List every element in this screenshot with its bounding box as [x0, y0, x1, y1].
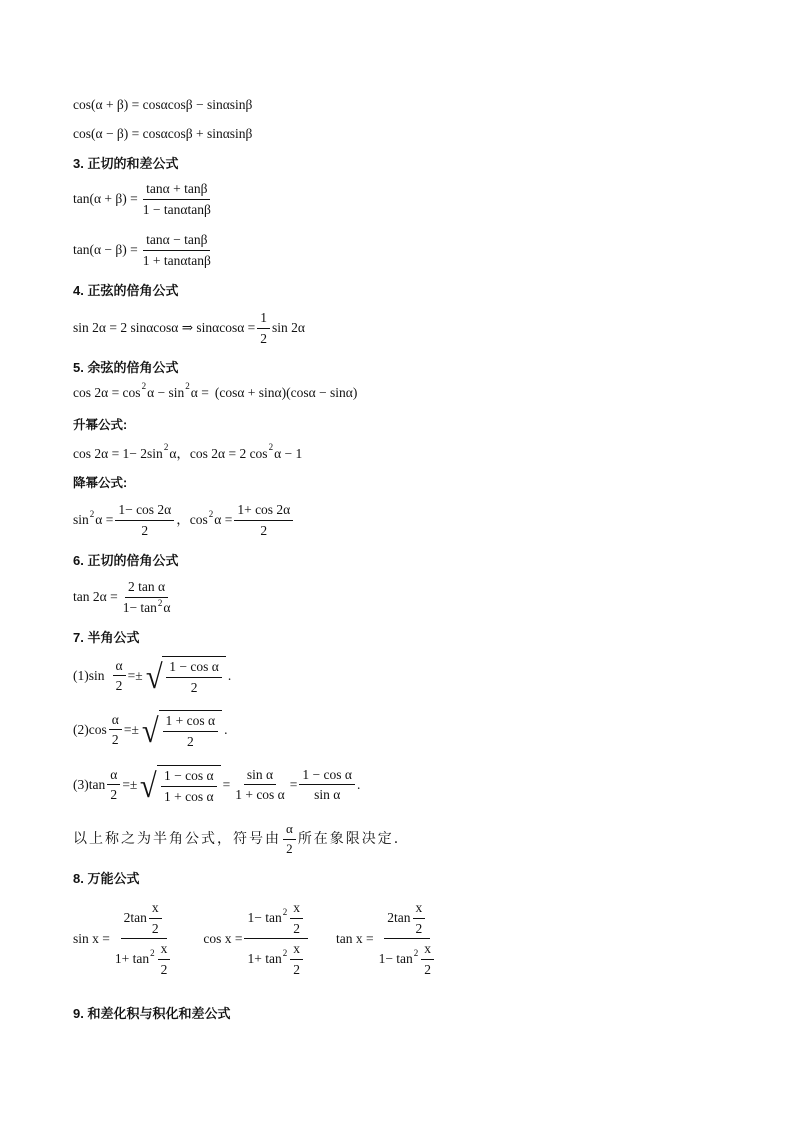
period: .: [227, 667, 232, 683]
tan-double-den-b: α: [163, 599, 171, 615]
half-cos-numerator: 1 + cos α: [163, 713, 219, 732]
sin-double-half: [257, 310, 270, 346]
jiangmi-part-d: α =: [214, 512, 233, 528]
two: 2: [115, 678, 123, 694]
x: x: [149, 900, 162, 919]
period: .: [356, 776, 361, 792]
formula-cos-diff: cos(α − β) = cosαcosβ + sinαsinβ: [73, 126, 253, 141]
formula-universal: [73, 900, 441, 977]
half-sin-denominator: 2: [190, 679, 198, 695]
half-tan-fraction-2: [232, 767, 288, 803]
plus-minus: =±: [122, 776, 138, 792]
universal-tan-fraction: [376, 900, 439, 977]
squared: 2: [150, 947, 155, 958]
two: 2: [111, 732, 119, 748]
sqrt-sign-icon: √: [145, 659, 163, 697]
half-numerator: 1: [257, 310, 270, 329]
formula-cos-double: [73, 381, 358, 400]
note-text-b: 所在象限决定.: [297, 831, 401, 848]
alpha: α: [283, 822, 296, 840]
heading-6: 6. 正切的倍角公式: [73, 553, 179, 568]
label-shengmi: 升幂公式:: [73, 418, 128, 432]
alpha: α: [113, 658, 126, 677]
tan-sum-lhs: tan(α + β) =: [73, 191, 138, 207]
formula-tan-double: [73, 579, 176, 615]
tan-double-numerator: 2 tan α: [125, 579, 168, 598]
heading-3: 3. 正切的和差公式: [73, 156, 179, 171]
two: 2: [293, 920, 300, 936]
half-tan-prefix: (3)tan: [73, 776, 106, 792]
two: 2: [424, 961, 432, 977]
jiangmi-denominator-2: 2: [260, 522, 268, 538]
one-minus-tan: 1− tan: [247, 910, 282, 926]
jiangmi-sup-1: 2: [89, 508, 95, 519]
two: 2: [151, 920, 159, 936]
jiangmi-part-c: ，cos: [176, 512, 208, 528]
two-tan: 2tan: [123, 910, 147, 926]
half-sin-alpha-over-2: [113, 658, 126, 694]
half-sin-prefix: (1)sin: [73, 667, 105, 683]
universal-tan-lhs: tan x =: [335, 930, 374, 946]
formula-tan-sum: [73, 181, 216, 217]
jiangmi-sup-2: 2: [208, 508, 214, 519]
note-alpha-over-2: [283, 822, 296, 857]
plus-minus: =±: [123, 721, 139, 737]
formula-half-tan: [73, 765, 360, 804]
two: 2: [160, 961, 168, 977]
half-tan-numerator-1: 1 − cos α: [161, 768, 217, 787]
cos-double-factored: (cosα + sinα)(cosα − sinα): [214, 385, 358, 400]
squared: 2: [413, 947, 419, 958]
two-tan: 2tan: [387, 910, 411, 926]
sin-double-left: sin 2α = 2 sinαcosα ⇒ sinαcosα =: [73, 320, 256, 336]
formula-sin-double: [73, 310, 305, 346]
half-cos-alpha-over-2: [109, 712, 122, 748]
formula-half-cos: [73, 710, 227, 749]
formula-cos-sum: cos(α + β) = cosαcosβ − sinαsinβ: [73, 97, 253, 112]
tan-double-fraction: [120, 579, 174, 615]
two: 2: [293, 961, 300, 977]
jiangmi-part-b: α =: [95, 512, 114, 528]
alpha: α: [109, 712, 122, 731]
cos-double-part-a: cos 2α = cos: [73, 385, 141, 400]
label-jiangmi: 降幂公式:: [73, 476, 128, 490]
jiangmi-fraction-2: [234, 502, 293, 538]
formula-half-sin: [73, 656, 231, 695]
heading-5: 5. 余弦的倍角公式: [73, 360, 179, 375]
half-tan-alpha-over-2: [107, 767, 120, 803]
half-denominator: 2: [260, 330, 268, 346]
half-angle-note: [73, 822, 400, 857]
x: x: [413, 900, 426, 919]
tan-double-den-sup: 2: [157, 597, 163, 608]
half-tan-fraction-3: [299, 767, 355, 803]
sqrt-sign-icon: √: [141, 713, 159, 751]
squared: 2: [282, 947, 288, 958]
plus-minus: =±: [127, 667, 143, 683]
x: x: [421, 941, 434, 960]
cos-double-sup-1: 2: [141, 381, 147, 392]
sqrt-sign-icon: √: [140, 768, 158, 806]
two: 2: [110, 787, 118, 803]
cos-double-part-b: α − sin: [147, 385, 185, 400]
half-sin-sqrt: [145, 656, 226, 695]
half-cos-denominator: 2: [186, 733, 194, 749]
one-plus-tan: 1+ tan: [114, 951, 150, 967]
tan-sum-fraction: [140, 181, 214, 217]
tan-diff-denominator: 1 + tanαtanβ: [142, 252, 211, 268]
two: 2: [415, 920, 423, 936]
tan-double-den-a: 1− tan: [122, 599, 157, 615]
two: 2: [286, 840, 293, 856]
cos-double-part-c: α =: [190, 385, 209, 400]
tan-diff-numerator: tanα − tanβ: [143, 232, 210, 251]
universal-sin-lhs: sin x =: [73, 930, 110, 946]
note-text-a: 以上称之为半角公式，符号由: [73, 831, 281, 848]
heading-7: 7. 半角公式: [73, 630, 140, 645]
x: x: [290, 900, 303, 919]
heading-9: 9. 和差化积与积化和差公式: [73, 1006, 231, 1021]
cos-double-sup-2: 2: [185, 381, 190, 392]
half-tan-denominator-2: 1 + cos α: [235, 787, 285, 803]
tan-double-lhs: tan 2α =: [73, 589, 118, 605]
shengmi-sup-2: 2: [268, 442, 274, 453]
equals-1: =: [222, 776, 231, 792]
heading-4: 4. 正弦的倍角公式: [73, 283, 179, 298]
half-cos-sqrt: [141, 710, 222, 749]
formula-jiangmi: [73, 502, 295, 538]
tan-sum-numerator: tanα + tanβ: [143, 181, 210, 200]
x: x: [158, 941, 171, 960]
universal-cos-lhs: cos x =: [203, 930, 243, 946]
shengmi-part-c: α − 1: [274, 446, 303, 461]
tan-sum-denominator: 1 − tanαtanβ: [142, 201, 211, 217]
half-tan-numerator-2: sin α: [244, 767, 276, 786]
formula-tan-diff: [73, 232, 216, 268]
one-minus-tan: 1− tan: [378, 951, 413, 967]
jiangmi-part-a: sin: [73, 512, 89, 528]
one-plus-tan: 1+ tan: [247, 951, 282, 967]
tan-double-denominator: [120, 598, 174, 616]
tan-diff-lhs: tan(α − β) =: [73, 242, 138, 258]
half-tan-denominator-3: sin α: [314, 787, 341, 803]
period: .: [224, 721, 228, 737]
jiangmi-numerator-2: 1+ cos 2α: [234, 502, 293, 521]
universal-cos-fraction: [244, 900, 307, 977]
shengmi-part-a: cos 2α = 1− 2sin: [73, 446, 163, 461]
heading-8: 8. 万能公式: [73, 871, 140, 886]
shengmi-part-b: α，cos 2α = 2 cos: [169, 446, 268, 461]
half-tan-numerator-3: 1 − cos α: [299, 767, 355, 786]
sin-double-right: sin 2α: [272, 320, 305, 336]
half-sin-numerator: 1 − cos α: [166, 659, 222, 678]
formula-shengmi: [73, 442, 303, 461]
tan-diff-fraction: [140, 232, 214, 268]
jiangmi-numerator-1: 1− cos 2α: [115, 502, 174, 521]
jiangmi-fraction-1: [115, 502, 174, 538]
jiangmi-denominator-1: 2: [141, 522, 149, 538]
squared: 2: [282, 906, 288, 917]
half-tan-sqrt: [139, 765, 220, 804]
equals-2: =: [289, 776, 298, 792]
half-cos-prefix: (2)cos: [73, 721, 107, 737]
shengmi-sup-1: 2: [163, 442, 169, 453]
x: x: [290, 941, 303, 960]
half-tan-denominator-1: 1 + cos α: [164, 788, 214, 804]
universal-sin-fraction: [112, 900, 175, 977]
alpha: α: [107, 767, 120, 786]
